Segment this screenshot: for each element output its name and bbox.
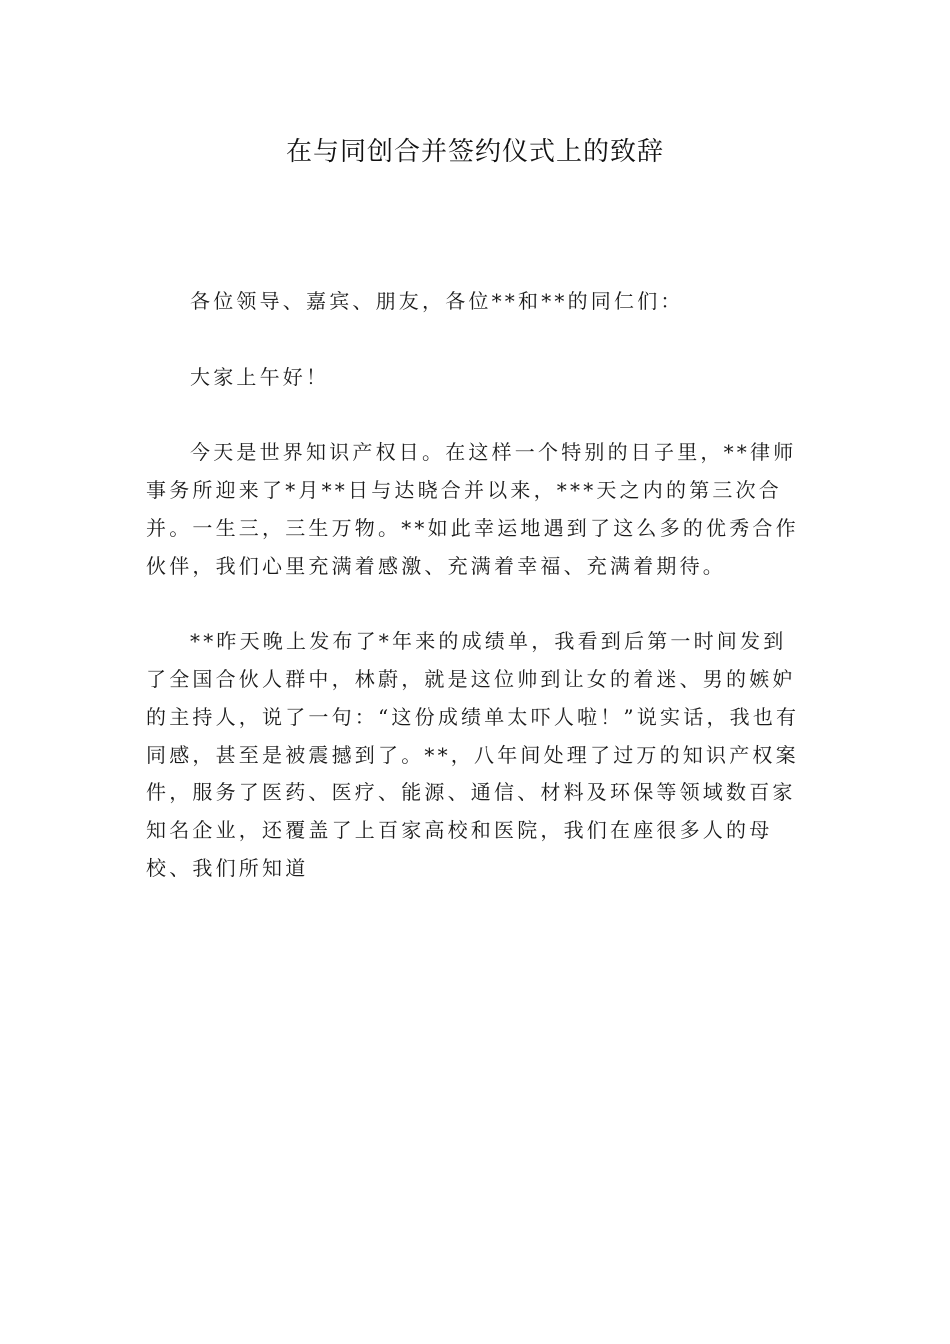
- body-paragraph-2: **昨天晚上发布了*年来的成绩单，我看到后第一时间发到了全国合伙人群中，林蔚，就是这位帅到让女的着迷、男的嫉妒的主持人，说了一句：“这份成绩单太吓人啦！”说实话，我也有同感，甚至是被震撼到了。**，八年间处理了过万的知识产权案件，服务了医药、医疗、能源、通信、材料及环保等领域数百家知名企业，还覆盖了上百家高校和医院，我们在座很多人的母校、我们所知道: [146, 629, 800, 880]
- greeting-paragraph: 大家上午好！: [190, 364, 330, 389]
- document-body: [146, 283, 806, 888]
- document-title: 在与同创合并签约仪式上的致辞: [285, 137, 664, 167]
- salutation-paragraph: 各位领导、嘉宾、朋友，各位**和**的同仁们：: [190, 289, 684, 313]
- body-paragraph-1: 今天是世界知识产权日。在这样一个特别的日子里，**律师事务所迎来了*月**日与达晓合并以来，***天之内的第三次合并。一生三，三生万物。**如此幸运地遇到了这么多的优秀合作伙伴，我们心里充满着感激、充满着幸福、充满着期待。: [146, 440, 799, 578]
